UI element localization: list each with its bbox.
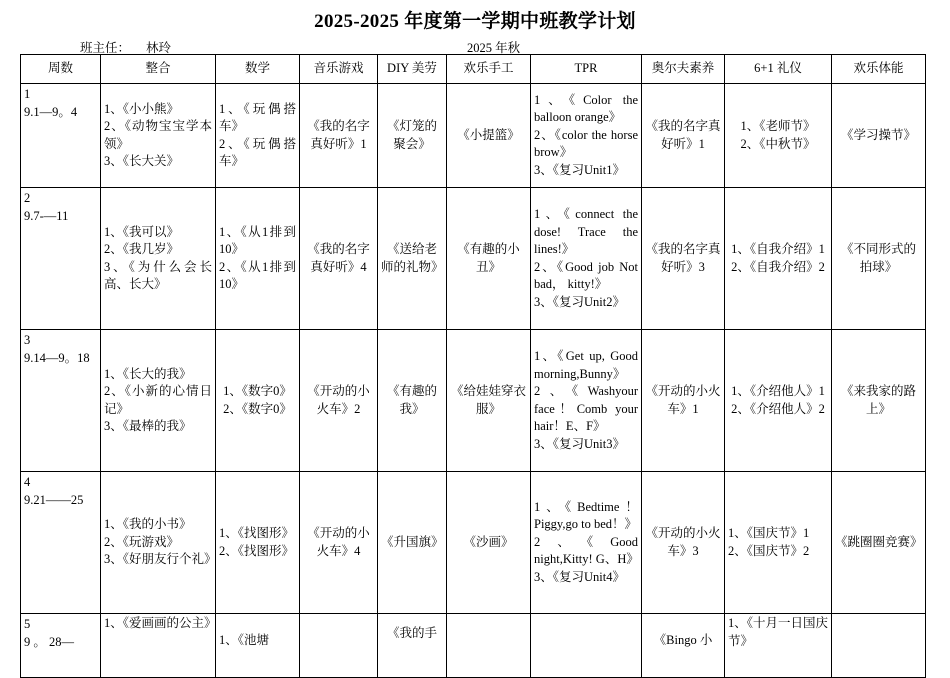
etiquette-item: 1、《介绍他人》1 <box>731 384 825 398</box>
diy-art-cell <box>378 614 447 678</box>
etiquette-item: 1、《自我介绍》1 <box>731 242 825 256</box>
header-tpr: TPR <box>531 55 642 84</box>
week-number: 3 <box>24 333 31 347</box>
etiquette-cell <box>725 614 832 678</box>
music-game-cell: 《我的名字真好听》1 <box>300 84 378 188</box>
tpr-item: 1、《Get up, Good morning,Bunny》 <box>534 349 638 381</box>
etiquette-item: 2、《中秋节》 <box>740 136 816 151</box>
pe-cell: 《来我家的路上》 <box>832 330 926 472</box>
diy-art-item: 《我的手 <box>386 626 437 640</box>
tpr-item: 3、《复习Unit4》 <box>534 569 625 584</box>
math-item: 1、《找图形》 <box>219 526 295 540</box>
tpr-cell <box>531 330 642 472</box>
teacher-name: 林玲 <box>146 41 172 55</box>
tpr-item: 2、《Good job Not bad， kitty!》 <box>534 259 638 291</box>
pe-cell: 《跳圈圈竞赛》 <box>832 472 926 614</box>
tpr-item: 1、《Bedtime！Piggy,go to bed！》 <box>534 499 638 532</box>
etiquette-cell <box>725 188 832 330</box>
orff-cell <box>642 614 725 678</box>
etiquette-cell <box>725 330 832 472</box>
orff-cell: 《开动的小火车》3 <box>642 472 725 614</box>
handcraft-cell: 《小提篮》 <box>447 84 531 188</box>
header-handcraft: 欢乐手工 <box>447 55 531 84</box>
integration-item: 1、《爱画画的公主》 <box>104 616 217 630</box>
header-week: 周数 <box>21 55 101 84</box>
math-item: 1、《池塘 <box>219 633 270 647</box>
integration-item: 3、《好朋友行个礼》 <box>104 552 217 567</box>
table-row <box>21 614 926 678</box>
integration-cell <box>101 472 216 614</box>
integration-item: 3、《长大关》 <box>104 154 180 168</box>
etiquette-item: 1、《十月一日国庆节》 <box>728 616 829 648</box>
week-number: 5 <box>24 617 31 631</box>
math-item: 1、《从1排到10》 <box>219 224 296 256</box>
tpr-item: 2、《color the horse brow》 <box>534 127 638 160</box>
etiquette-item: 2、《介绍他人》2 <box>731 401 825 416</box>
page-title: 2025-2025 年度第一学期中班教学计划 <box>314 11 636 32</box>
week-number: 2 <box>24 191 31 205</box>
pe-cell: 《学习操节》 <box>832 84 926 188</box>
week-dates: 9.1—9。4 <box>24 104 78 119</box>
music-game-cell: 《开动的小火车》4 <box>300 472 378 614</box>
header-pe: 欢乐体能 <box>832 55 926 84</box>
week-dates: 9 。 28— <box>24 634 75 649</box>
orff-item: 《Bingo 小 <box>653 633 713 647</box>
table-row <box>21 330 926 472</box>
integration-cell <box>101 330 216 472</box>
header-row <box>21 55 926 84</box>
diy-art-cell: 《送给老师的礼物》 <box>378 188 447 330</box>
tpr-item: 2、《Good night,Kitty! G、H》 <box>534 534 639 567</box>
etiquette-cell <box>725 84 832 188</box>
handcraft-cell: 《给娃娃穿衣服》 <box>447 330 531 472</box>
handcraft-cell <box>447 614 531 678</box>
tpr-item: 3、《复习Unit1》 <box>534 162 625 177</box>
week-dates: 9.7-—11 <box>24 208 69 223</box>
diy-art-cell: 《升国旗》 <box>378 472 447 614</box>
music-game-cell <box>300 614 378 678</box>
orff-cell: 《我的名字真好听》1 <box>642 84 725 188</box>
etiquette-item: 2、《自我介绍》2 <box>731 259 825 274</box>
week-dates: 9.14—9。18 <box>24 350 90 365</box>
tpr-item: 1、《Color the balloon orange》 <box>534 92 638 125</box>
term-label: 2025 年秋 <box>467 41 521 55</box>
pe-cell <box>832 614 926 678</box>
tpr-item: 3、《复习Unit2》 <box>534 294 625 309</box>
math-cell <box>216 188 300 330</box>
integration-item: 1、《我可以》 <box>104 224 180 239</box>
math-item: 1、《玩偶搭车》 <box>219 101 296 133</box>
header-math: 数学 <box>216 55 300 84</box>
music-game-cell: 《开动的小火车》2 <box>300 330 378 472</box>
integration-item: 2、《动物宝宝学本领》 <box>104 119 212 151</box>
orff-cell: 《开动的小火车》1 <box>642 330 725 472</box>
week-cell <box>21 330 101 472</box>
integration-item: 2、《小新的心情日记》 <box>104 384 212 416</box>
week-dates: 9.21——25 <box>24 492 84 507</box>
teacher-label: 班主任： <box>80 41 131 55</box>
integration-item: 1、《我的小书》 <box>104 517 192 532</box>
tpr-cell <box>531 84 642 188</box>
integration-cell <box>101 614 216 678</box>
week-number: 1 <box>24 87 31 101</box>
etiquette-item: 1、《国庆节》1 <box>728 526 810 540</box>
music-game-cell: 《我的名字真好听》4 <box>300 188 378 330</box>
math-cell <box>216 84 300 188</box>
math-item: 2、《数字0》 <box>223 401 292 416</box>
table-row <box>21 188 926 330</box>
tpr-item: 2、《Washyour face！Comb your hair！E、F》 <box>534 384 638 433</box>
week-cell <box>21 84 101 188</box>
diy-art-cell: 《有趣的我》 <box>378 330 447 472</box>
math-cell <box>216 614 300 678</box>
integration-item: 2、《玩游戏》 <box>104 534 180 549</box>
tpr-cell <box>531 614 642 678</box>
header-etiquette: 6+1 礼仪 <box>725 55 832 84</box>
week-number: 4 <box>24 475 31 489</box>
tpr-cell <box>531 188 642 330</box>
math-item: 2、《玩偶搭车》 <box>219 136 296 168</box>
math-item: 2、《从1排到10》 <box>219 259 296 291</box>
tpr-item: 1、《connect the dose! Trace the lines!》 <box>534 207 638 256</box>
header-music-game: 音乐游戏 <box>300 55 378 84</box>
math-cell <box>216 472 300 614</box>
diy-art-cell: 《灯笼的聚会》 <box>378 84 447 188</box>
handcraft-cell: 《有趣的小丑》 <box>447 188 531 330</box>
math-cell <box>216 330 300 472</box>
tpr-cell <box>531 472 642 614</box>
integration-item: 1、《小小熊》 <box>104 101 180 116</box>
week-cell <box>21 472 101 614</box>
week-cell <box>21 188 101 330</box>
header-integration: 整合 <box>101 55 216 84</box>
teaching-plan-table <box>20 54 926 678</box>
integration-cell <box>101 84 216 188</box>
math-item: 1、《数字0》 <box>223 384 292 398</box>
tpr-item: 3、《复习Unit3》 <box>534 436 625 451</box>
integration-cell <box>101 188 216 330</box>
header-orff: 奥尔夫素养 <box>642 55 725 84</box>
orff-cell: 《我的名字真好听》3 <box>642 188 725 330</box>
handcraft-cell: 《沙画》 <box>447 472 531 614</box>
integration-item: 2、《我几岁》 <box>104 242 180 256</box>
pe-cell: 《不同形式的拍球》 <box>832 188 926 330</box>
integration-item: 3、《最棒的我》 <box>104 419 192 433</box>
integration-item: 1、《长大的我》 <box>104 366 192 381</box>
week-cell <box>21 614 101 678</box>
etiquette-item: 1、《老师节》 <box>740 119 816 133</box>
header-diy-art: DIY 美劳 <box>378 55 447 84</box>
math-item: 2、《找图形》 <box>219 543 295 558</box>
integration-item: 3、《为什么会长高、长大》 <box>104 259 212 291</box>
etiquette-cell <box>725 472 832 614</box>
table-row <box>21 472 926 614</box>
table-row <box>21 84 926 188</box>
etiquette-item: 2、《国庆节》2 <box>728 543 810 558</box>
